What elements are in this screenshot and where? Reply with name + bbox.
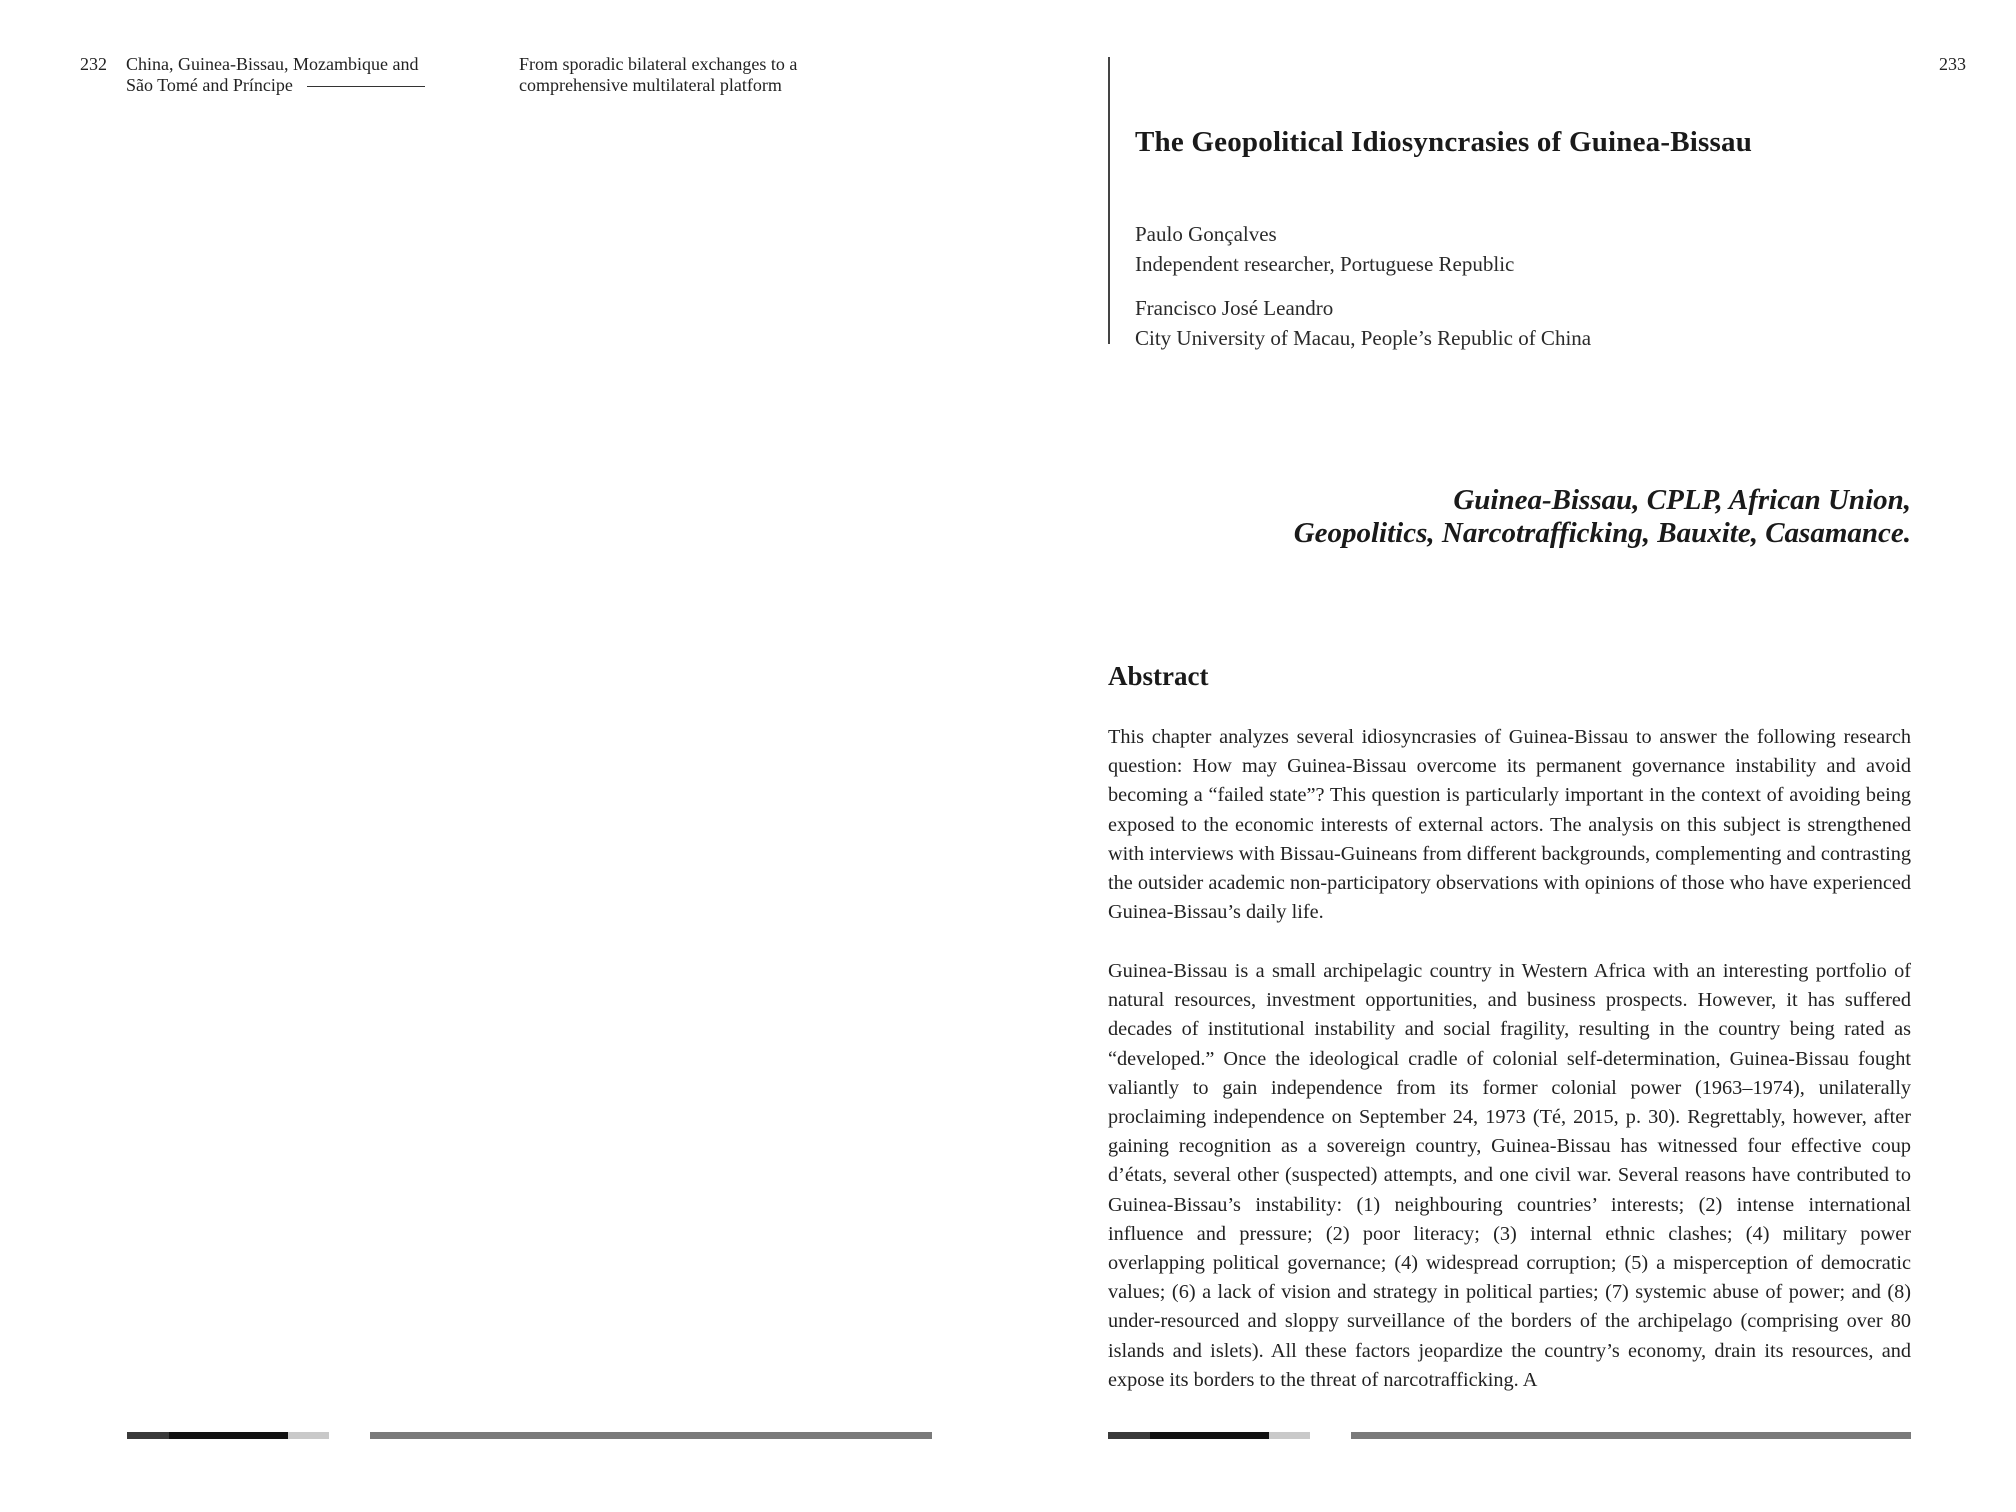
author-name: Francisco José Leandro bbox=[1135, 296, 1334, 320]
body-paragraph: Guinea-Bissau is a small archipelagic country in Western Africa with an interesting portfolio of natural resources, investment opportunities, and business prospects. However, it has suffered decades of institutional instability and social fragility, resulting in the country being rated as “developed.” Once the ideological cradle of colonial self-determination, Guinea-Bissau fought valiantly to gain independence from its former colonial power (1963–1974), unilaterally proclaiming independence on September 24, 1973 (Té, 2015, p. 30). Regrettably, however, after gaining recognition as a sovereign country, Guinea-Bissau has witnessed four effective coup d’états, several other (suspected) attempts, and one civil war. Several reasons have contributed to Guinea-Bissau’s instability: (1) neighbouring countries’ interests; (2) intense international influence and pressure; (2) poor literacy; (3) internal ethnic clashes; (4) military power overlapping political governance; (4) widespread corruption; (5) a misperception of democratic values; (6) a lack of vision and strategy in political parties; (7) systemic abuse of power; and (8) under-resourced and sloppy surveillance of the borders of the archipelago (comprising over 80 islands and islets). All these factors jeopardize the country’s economy, drain its resources, and expose its borders to the threat of narcotrafficking. A bbox=[1108, 960, 1911, 1391]
footer-rule bbox=[370, 1432, 932, 1439]
author-affiliation: City University of Macau, People’s Republic of China bbox=[1135, 326, 1592, 350]
footer-bar-segment bbox=[127, 1432, 169, 1439]
keywords bbox=[1091, 484, 1911, 550]
running-head-line: comprehensive multilateral platform bbox=[519, 75, 782, 95]
footer-bar-segment bbox=[288, 1432, 329, 1439]
footer-bar-segment bbox=[169, 1432, 288, 1439]
author-name: Paulo Gonçalves bbox=[1135, 222, 1277, 246]
keywords-line: Guinea-Bissau, CPLP, African Union, bbox=[1453, 484, 1911, 516]
author-affiliation: Independent researcher, Portuguese Republic bbox=[1135, 252, 1515, 276]
author-block bbox=[1135, 293, 1591, 353]
running-head-line: China, Guinea-Bissau, Mozambique and bbox=[126, 54, 419, 74]
footer-progress-bar bbox=[127, 1432, 329, 1439]
footer-bar-segment bbox=[1269, 1432, 1310, 1439]
footer-bar-segment bbox=[1108, 1432, 1150, 1439]
page-number-left: 232 bbox=[80, 54, 107, 74]
abstract-paragraph: This chapter analyzes several idiosyncrasies of Guinea-Bissau to answer the following research question: How may Guinea-Bissau overcome its permanent governance instability and avoid becoming a “failed state”? This question is particularly important in the context of avoiding being exposed to the economic interests of external actors. The analysis on this subject is strengthened with interviews with Bissau-Guineans from different backgrounds, complementing and contrasting the outsider academic non-participatory observations with opinions of those who have experienced Guinea-Bissau’s daily life. bbox=[1108, 726, 1911, 924]
running-head-line: São Tomé and Príncipe bbox=[126, 75, 425, 96]
footer-bar-segment bbox=[1150, 1432, 1269, 1439]
page-number-right: 233 bbox=[1939, 54, 1966, 74]
running-head-book-title bbox=[126, 54, 425, 96]
footer-progress-bar bbox=[1108, 1432, 1310, 1439]
chapter-title: The Geopolitical Idiosyncrasies of Guinea-Bissau bbox=[1135, 126, 1753, 158]
title-vertical-rule bbox=[1108, 57, 1110, 344]
running-head-line: From sporadic bilateral exchanges to a bbox=[519, 54, 798, 74]
author-block bbox=[1135, 219, 1514, 279]
running-head-rule bbox=[307, 86, 425, 87]
abstract-heading: Abstract bbox=[1108, 661, 1209, 691]
footer-rule bbox=[1351, 1432, 1911, 1439]
keywords-line: Geopolitics, Narcotrafficking, Bauxite, Casamance. bbox=[1293, 517, 1911, 549]
running-head-section-title bbox=[519, 54, 797, 96]
